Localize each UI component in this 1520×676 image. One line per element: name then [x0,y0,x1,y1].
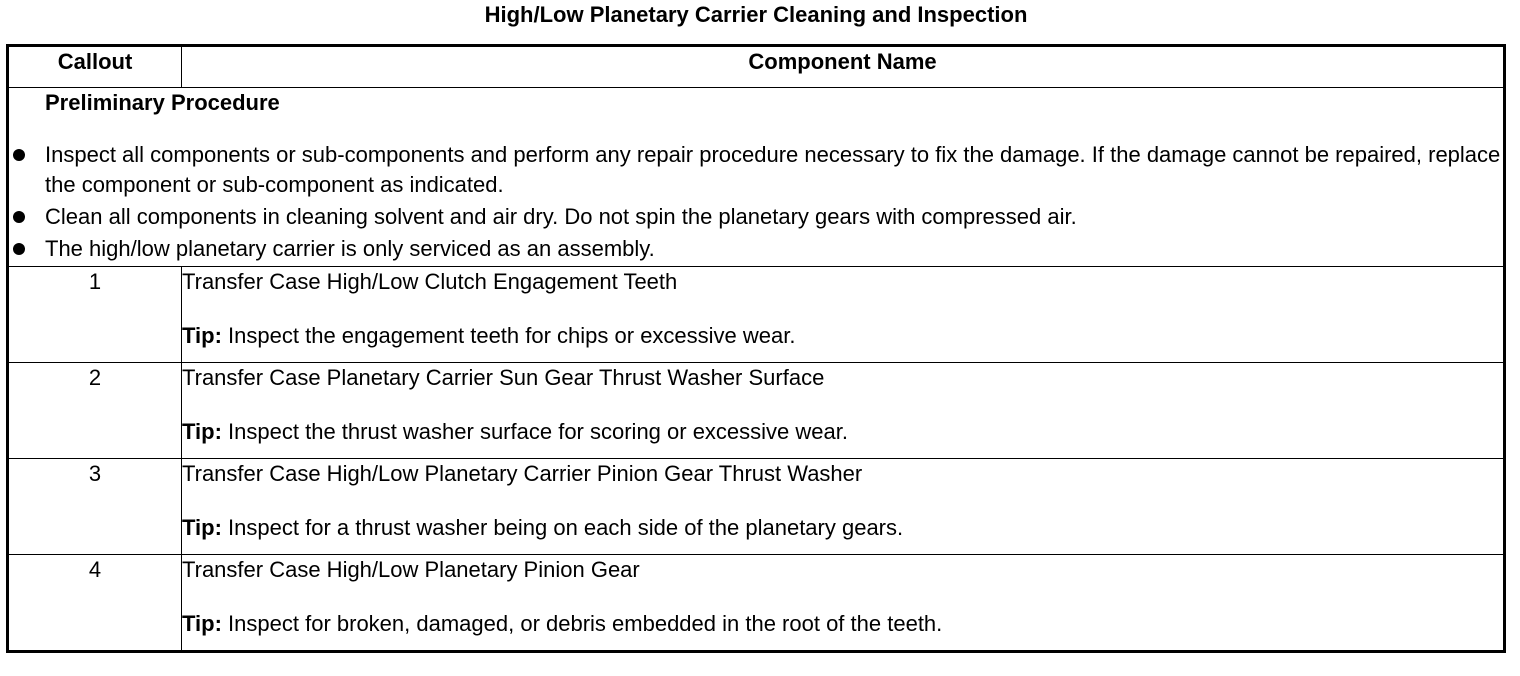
inspection-table [6,44,1506,653]
bullet-icon [13,243,25,255]
callout-number: 2 [8,363,182,459]
bullet-item [9,140,1503,200]
table-row [8,363,1505,459]
tip-text: Inspect for broken, damaged, or debris embedded in the root of the teeth. [228,611,943,636]
tip [182,609,1503,639]
table-header-row [8,46,1505,88]
bullet-icon [13,149,25,161]
tip [182,513,1503,543]
tip [182,417,1503,447]
tip-label: Tip: [182,419,222,444]
tip-text: Inspect for a thrust washer being on each side of the planetary gears. [228,515,904,540]
bullet-text: Inspect all components or sub-components and perform any repair procedure necessary to fix the damage. If the damage cannot be repaired, replace the component or sub-component as indicated. [45,142,1501,197]
header-callout: Callout [8,46,182,88]
bullet-text: Clean all components in cleaning solvent and air dry. Do not spin the planetary gears with compressed air. [45,204,1077,229]
component-name: Transfer Case High/Low Clutch Engagement Teeth [182,269,678,294]
preliminary-row [8,88,1505,267]
tip-label: Tip: [182,515,222,540]
document-title: High/Low Planetary Carrier Cleaning and Inspection [484,2,1028,27]
bullet-item [9,202,1503,232]
preliminary-bullets [9,140,1503,264]
callout-number: 3 [8,459,182,555]
table-row [8,555,1505,652]
header-component-name: Component Name [182,46,1505,88]
tip-text: Inspect the engagement teeth for chips or excessive wear. [228,323,796,348]
component-name: Transfer Case High/Low Planetary Pinion Gear [182,557,640,582]
component-cell [182,555,1505,652]
preliminary-procedure [8,88,1505,267]
tip-text: Inspect the thrust washer surface for scoring or excessive wear. [228,419,848,444]
component-cell [182,363,1505,459]
bullet-item [9,234,1503,264]
tip-label: Tip: [182,323,222,348]
preliminary-title: Preliminary Procedure [45,90,280,115]
component-name: Transfer Case Planetary Carrier Sun Gear Thrust Washer Surface [182,365,825,390]
table-row [8,267,1505,363]
component-name: Transfer Case High/Low Planetary Carrier Pinion Gear Thrust Washer [182,461,863,486]
component-cell [182,267,1505,363]
bullet-icon [13,211,25,223]
callout-number: 1 [8,267,182,363]
table-row [8,459,1505,555]
bullet-text: The high/low planetary carrier is only serviced as an assembly. [45,236,655,261]
tip-label: Tip: [182,611,222,636]
component-cell [182,459,1505,555]
callout-number: 4 [8,555,182,652]
tip [182,321,1503,351]
